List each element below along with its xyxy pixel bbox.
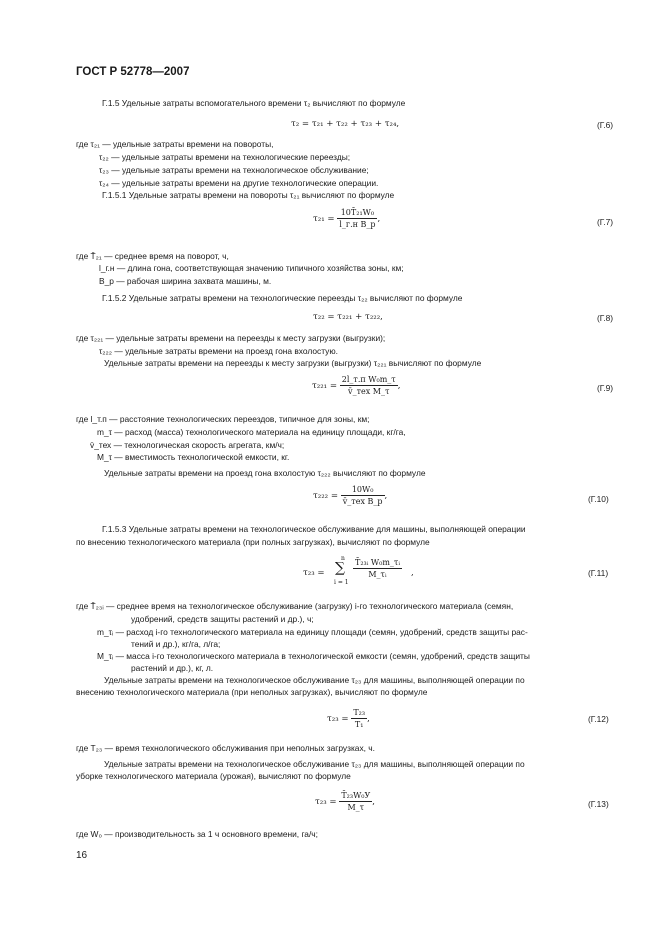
sum-lower-limit: i = 1 xyxy=(334,579,349,586)
text-line: где W₀ — производительность за 1 ч основного времени, га/ч; xyxy=(76,829,318,839)
formula-number: (Г.6) xyxy=(597,120,614,130)
formula-number: (Г.8) xyxy=(597,313,614,323)
text-line: где τ₂₁ — удельные затраты времени на повороты, xyxy=(76,139,274,149)
text-line: внесению технологического материала (при неполных загрузках), вычисляют по формуле xyxy=(76,687,428,697)
text-line: где l_т.п — расстояние технологических переездов, типичное для зоны, км; xyxy=(76,414,370,424)
formula-number: (Г.7) xyxy=(597,217,614,227)
formula-g7: τ₂₁ = $\frac{\text{10T̄₂₁W₀}}{\text{l\_г.н B\_р}}$ , xyxy=(313,208,381,229)
formula-g8: τ₂₂ = τ₂₂₁ + τ₂₂₂, xyxy=(313,312,383,322)
text-line: m_τᵢ — расход i-го технологического материала на единицу площади (семян, удобрений, средств защиты рас- xyxy=(97,627,528,637)
text-line: τ₂₂₂ — удельные затраты времени на проезд гона вхолостую. xyxy=(99,346,338,356)
formula-number: (Г.13) xyxy=(588,799,609,809)
text-line: τ₂₂ — удельные затраты времени на технологические переезды; xyxy=(99,152,351,162)
text-line: Г.1.5.2 Удельные затраты времени на технологические переезды τ₂₂ вычисляют по формуле xyxy=(102,293,463,303)
text-line: уборке технологического материала (урожая), вычисляют по формуле xyxy=(76,771,351,781)
formula-g6: τ₂ = τ₂₁ + τ₂₂ + τ₂₃ + τ₂₄, xyxy=(291,119,400,129)
text-line: τ₂₃ — удельные затраты времени на технологическое обслуживание; xyxy=(99,165,369,175)
text-line: где T̄₂₃ᵢ — среднее время на технологическое обслуживание (загрузку) i-го технологического материала (семян, xyxy=(76,601,514,611)
text-line: M_τ — вместимость технологической емкости, кг. xyxy=(97,452,290,462)
text-line: где T₂₃ — время технологического обслуживания при неполных загрузках, ч. xyxy=(76,743,375,753)
formula-g12: τ₂₃ = $\frac{\text{T₂₃}}{\text{T₁}}$ , xyxy=(327,708,370,729)
text-line: где T̄₂₁ — среднее время на поворот, ч, xyxy=(76,251,229,261)
text-line: Г.1.5 Удельные затраты вспомогательного времени τ₂ вычисляют по формуле xyxy=(102,98,406,108)
text-line: Удельные затраты времени на технологическое обслуживание τ₂₃ для машины, выполняющей операции по xyxy=(104,759,525,769)
text-line: Удельные затраты времени на переезды к месту загрузки (выгрузки) τ₂₂₁ вычисляют по формуле xyxy=(104,358,482,368)
text-line: M_τᵢ — масса i-го технологического материала в технологической емкости (семян, удобрений, средств защиты xyxy=(97,651,530,661)
formula-g10: τ₂₂₂ = $\frac{\text{10W₀}}{\text{v̄\_тех B\_р}}$ , xyxy=(313,485,388,506)
formula-number: (Г.9) xyxy=(597,383,614,393)
formula-g13: τ₂₃ = $\frac{\text{T̄₂₃W₀У}}{M\_\tau}$ , xyxy=(315,791,376,812)
text-line: m_τ — расход (масса) технологического материала на единицу площади, кг/га, xyxy=(97,427,406,437)
text-line: Г.1.5.1 Удельные затраты времени на повороты τ₂₁ вычисляют по формуле xyxy=(102,190,395,200)
text-line: Удельные затраты времени на технологическое обслуживание τ₂₃ для машины, выполняющей операции по xyxy=(104,675,525,685)
formula-number: (Г.11) xyxy=(588,568,609,578)
formula-g11: τ₂₃ = n ∑ i = 1 $\frac{\text{T̄₂₃ᵢ W₀m\_τᵢ}}{\text{M\_τᵢ}}$ , xyxy=(303,555,414,586)
text-line: v̄_тех — технологическая скорость агрегата, км/ч; xyxy=(90,440,285,450)
document-header: ГОСТ Р 52778—2007 xyxy=(76,66,190,78)
formula-number: (Г.10) xyxy=(588,494,609,504)
text-line: где τ₂₂₁ — удельные затраты времени на переезды к месту загрузки (выгрузки); xyxy=(76,333,386,343)
text-line: Удельные затраты времени на проезд гона вхолостую τ₂₂₂ вычисляют по формуле xyxy=(104,468,426,478)
formula-g9: τ₂₂₁ = $\frac{\text{2l\_т.п W₀m\_τ}}{\text{v̄\_тех M\_τ}}$ , xyxy=(312,375,401,396)
text-line: удобрений, средств защиты растений и др.), ч; xyxy=(131,614,314,624)
text-line: по внесению технологического материала (при полных загрузках), вычисляют по формуле xyxy=(76,537,430,547)
text-line: l_г.н — длина гона, соответствующая значению типичного хозяйства зоны, км; xyxy=(99,263,404,273)
sum-upper-limit: n xyxy=(341,555,345,562)
text-line: Г.1.5.3 Удельные затраты времени на технологическое обслуживание для машины, выполняющей операции xyxy=(102,524,526,534)
sum-sign: ∑ xyxy=(335,560,345,576)
text-line: B_р — рабочая ширина захвата машины, м. xyxy=(99,276,272,286)
formula-number: (Г.12) xyxy=(588,714,609,724)
text-line: растений и др.), кг, л. xyxy=(131,663,214,673)
text-line: τ₂₄ — удельные затраты времени на другие технологические операции. xyxy=(99,178,379,188)
text-line: тений и др.), кг/га, л/га; xyxy=(131,639,221,649)
page-number: 16 xyxy=(76,850,88,861)
